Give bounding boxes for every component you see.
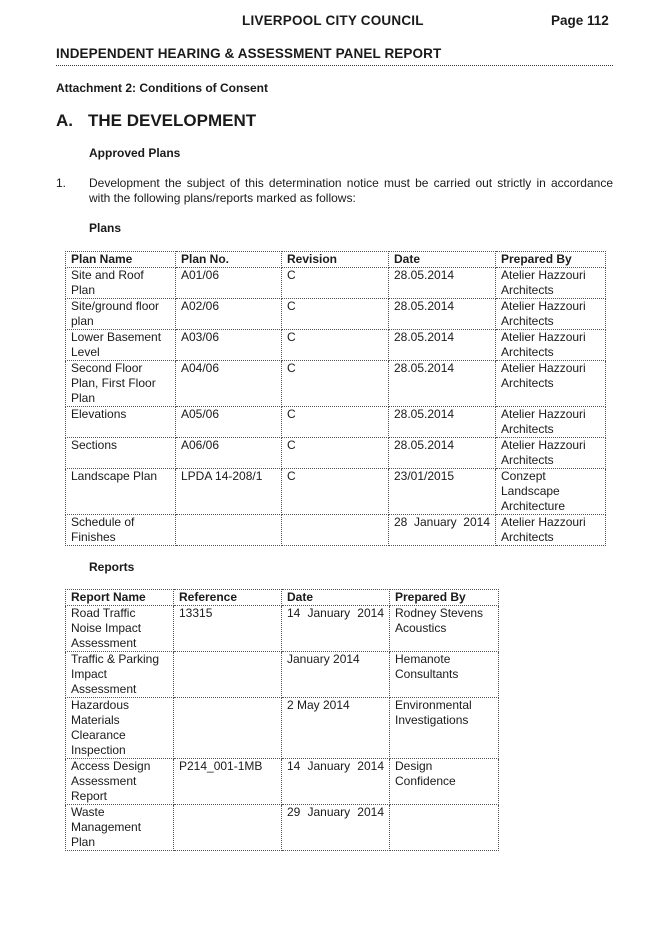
table-row xyxy=(66,515,606,546)
table-row xyxy=(66,698,499,759)
table-row xyxy=(66,805,499,851)
column-header: Plan No. xyxy=(176,252,282,268)
report-reference: P214_001-1MB xyxy=(174,759,282,805)
plan-name: Site/ground floor plan xyxy=(66,299,176,330)
report-name: Road Traffic Noise Impact Assessment xyxy=(66,606,174,652)
plan-revision: C xyxy=(282,361,389,407)
report-title: INDEPENDENT HEARING & ASSESSMENT PANEL REPORT xyxy=(56,46,442,61)
plan-number: LPDA 14-208/1 xyxy=(176,469,282,515)
plan-prepared-by: Atelier Hazzouri Architects xyxy=(496,330,606,361)
council-name: LIVERPOOL CITY COUNCIL xyxy=(242,13,424,28)
table-row xyxy=(66,299,606,330)
plan-date: 28 January 2014 xyxy=(389,515,496,546)
column-header: Date xyxy=(389,252,496,268)
plan-prepared-by: Atelier Hazzouri Architects xyxy=(496,515,606,546)
table-row xyxy=(66,469,606,515)
plan-number: A02/06 xyxy=(176,299,282,330)
plan-revision: C xyxy=(282,268,389,299)
plan-date: 28.05.2014 xyxy=(389,407,496,438)
plan-revision: C xyxy=(282,330,389,361)
reports-header-row xyxy=(66,590,499,606)
header-divider xyxy=(56,65,613,66)
report-prepared-by: Design Confidence xyxy=(390,759,499,805)
plan-prepared-by: Conzept Landscape Architecture xyxy=(496,469,606,515)
table-row xyxy=(66,361,606,407)
report-reference xyxy=(174,652,282,698)
report-prepared-by: Environmental Investigations xyxy=(390,698,499,759)
approved-plans-heading: Approved Plans xyxy=(89,146,181,160)
plan-revision: C xyxy=(282,299,389,330)
report-prepared-by: Rodney Stevens Acoustics xyxy=(390,606,499,652)
report-prepared-by: Hemanote Consultants xyxy=(390,652,499,698)
report-reference xyxy=(174,698,282,759)
table-row xyxy=(66,330,606,361)
plan-date: 28.05.2014 xyxy=(389,268,496,299)
plan-prepared-by: Atelier Hazzouri Architects xyxy=(496,407,606,438)
attachment-title: Attachment 2: Conditions of Consent xyxy=(56,81,268,95)
report-date: 29 January 2014 xyxy=(282,805,390,851)
column-header: Revision xyxy=(282,252,389,268)
column-header: Prepared By xyxy=(496,252,606,268)
report-name: Traffic & Parking Impact Assessment xyxy=(66,652,174,698)
plan-number: A06/06 xyxy=(176,438,282,469)
reports-heading: Reports xyxy=(89,560,135,574)
plan-revision xyxy=(282,515,389,546)
plan-prepared-by: Atelier Hazzouri Architects xyxy=(496,299,606,330)
report-name: Access Design Assessment Report xyxy=(66,759,174,805)
table-row xyxy=(66,759,499,805)
plan-prepared-by: Atelier Hazzouri Architects xyxy=(496,438,606,469)
table-row xyxy=(66,407,606,438)
plans-heading: Plans xyxy=(89,221,122,235)
plan-number: A04/06 xyxy=(176,361,282,407)
report-date: January 2014 xyxy=(282,652,390,698)
report-date: 2 May 2014 xyxy=(282,698,390,759)
plans-header-row xyxy=(66,252,606,268)
plan-prepared-by: Atelier Hazzouri Architects xyxy=(496,361,606,407)
plan-name: Site and Roof Plan xyxy=(66,268,176,299)
plan-number: A03/06 xyxy=(176,330,282,361)
column-header: Plan Name xyxy=(66,252,176,268)
section-heading xyxy=(56,111,256,131)
table-row xyxy=(66,606,499,652)
report-date: 14 January 2014 xyxy=(282,606,390,652)
plan-prepared-by: Atelier Hazzouri Architects xyxy=(496,268,606,299)
plan-number: A01/06 xyxy=(176,268,282,299)
plan-date: 28.05.2014 xyxy=(389,299,496,330)
report-name: Hazardous Materials Clearance Inspection xyxy=(66,698,174,759)
page-number: Page 112 xyxy=(551,13,609,28)
column-header: Date xyxy=(282,590,390,606)
report-date: 14 January 2014 xyxy=(282,759,390,805)
plan-date: 28.05.2014 xyxy=(389,438,496,469)
plan-revision: C xyxy=(282,407,389,438)
plan-number: A05/06 xyxy=(176,407,282,438)
plan-revision: C xyxy=(282,438,389,469)
plan-revision: C xyxy=(282,469,389,515)
report-prepared-by xyxy=(390,805,499,851)
plan-name: Sections xyxy=(66,438,176,469)
plan-name: Landscape Plan xyxy=(66,469,176,515)
table-row xyxy=(66,652,499,698)
plan-number xyxy=(176,515,282,546)
plan-date: 28.05.2014 xyxy=(389,361,496,407)
condition-number: 1. xyxy=(56,176,67,190)
section-letter: A. xyxy=(56,111,73,130)
table-row xyxy=(66,268,606,299)
plan-date: 23/01/2015 xyxy=(389,469,496,515)
table-row xyxy=(66,438,606,469)
column-header: Reference xyxy=(174,590,282,606)
plan-name: Lower Basement Level xyxy=(66,330,176,361)
plan-date: 28.05.2014 xyxy=(389,330,496,361)
column-header: Prepared By xyxy=(390,590,499,606)
plan-name: Schedule of Finishes xyxy=(66,515,176,546)
plan-name: Second Floor Plan, First Floor Plan xyxy=(66,361,176,407)
report-reference: 13315 xyxy=(174,606,282,652)
condition-text: Development the subject of this determination notice must be carried out strictly in accordance with the following plans/reports marked as follows: xyxy=(89,176,613,205)
plan-name: Elevations xyxy=(66,407,176,438)
plans-table xyxy=(65,251,606,546)
report-reference xyxy=(174,805,282,851)
report-name: Waste Management Plan xyxy=(66,805,174,851)
column-header: Report Name xyxy=(66,590,174,606)
section-title: THE DEVELOPMENT xyxy=(88,111,257,130)
reports-table xyxy=(65,589,499,851)
